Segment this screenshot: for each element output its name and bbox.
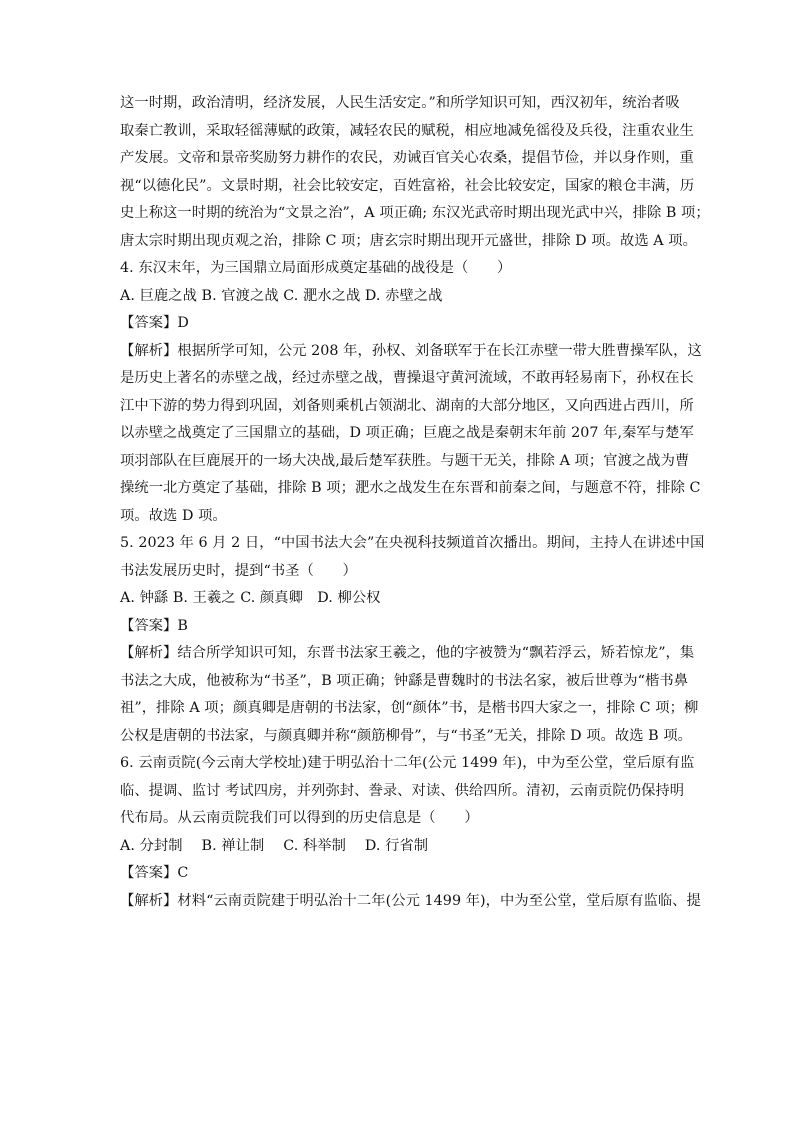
question-5-analysis: 【解析】结合所学知识可知，东晋书法家王羲之，他的字被赞为“飘若浮云，矫若惊龙”，集 <box>120 645 695 661</box>
question-6-analysis: 【解析】材料“云南贡院建于明弘治十二年(公元 1499 年)，中为至公堂，堂后原有监临、提 <box>120 892 701 909</box>
text-line: 唐太宗时期出现贞观之治，排除 C 项；唐玄宗时期出现开元盛世，排除 D 项。故选 A 项。 <box>120 232 697 249</box>
text-line: 是历史上著名的赤壁之战，经过赤壁之战，曹操退守黄河流域，不敢再轻易南下，孙权在长 <box>120 370 694 386</box>
text-line: 项羽部队在巨鹿展开的一场大决战,最后楚军获胜。与题干无关，排除 A 项；官渡之战为曹 <box>120 452 690 469</box>
question-5-options: A. 钟繇 B. 王羲之 C. 颜真卿 D. 柳公权 <box>120 590 381 606</box>
question-6-options: A. 分封制 B. 禅让制 C. 科举制 D. 行省制 <box>120 837 429 854</box>
text-line: 书法发展历史时，提到“书圣（ ） <box>120 562 357 579</box>
question-4-options: A. 巨鹿之战 B. 官渡之战 C. 淝水之战 D. 赤壁之战 <box>120 287 443 304</box>
text-line: 取秦亡教训，采取轻徭薄赋的政策，减轻农民的赋税，相应地减免徭役及兵役，注重农业生 <box>120 122 694 139</box>
question-4-analysis: 【解析】根据所学可知，公元 208 年，孙权、刘备联军于在长江赤壁一带大胜曹操军队，这 <box>120 342 702 359</box>
text-line: 以赤壁之战奠定了三国鼎立的基础，D 项正确；巨鹿之战是秦朝末年前 207 年,秦军与楚军 <box>120 425 694 441</box>
text-line: 这一时期，政治清明，经济发展，人民生活安定。”和所学知识可知，西汉初年，统治者吸 <box>120 95 680 111</box>
question-6-stem: 6. 云南贡院(今云南大学校址)建于明弘治十二年(公元 1499 年)，中为至公堂，堂后原有监 <box>120 755 695 771</box>
text-line: 书法之大成，他被称为“书圣”，B 项正确；钟繇是曹魏时的书法名家，被后世尊为“楷书鼻 <box>120 672 689 689</box>
question-4-stem: 4. 东汉末年，为三国鼎立局面形成奠定基础的战役是（ ） <box>120 260 512 276</box>
text-line: 临、提调、监讨 考试四房，并列弥封、誊录、对读、供给四所。清初，云南贡院仍保持明 <box>120 782 685 799</box>
text-line: 公权是唐朝的书法家，与颜真卿并称“颜筋柳骨”，与“书圣”无关，排除 D 项。故选 B 项。 <box>120 727 693 744</box>
text-line: 视“以德化民”。文景时期，社会比较安定，百姓富裕，社会比较安定，国家的粮仓丰满，历 <box>120 177 695 194</box>
text-line: 项。故选 D 项。 <box>120 507 227 524</box>
text-line: 操统一北方奠定了基础，排除 B 项；淝水之战发生在东晋和前秦之间，与题意不符，排除 C <box>120 480 701 496</box>
question-6-answer: 【答案】C <box>120 865 189 881</box>
question-5-answer: 【答案】B <box>120 617 188 634</box>
text-line: 代布局。从云南贡院我们可以得到的历史信息是（ ） <box>120 810 479 826</box>
question-4-answer: 【答案】D <box>120 315 189 331</box>
text-line: 祖”，排除 A 项；颜真卿是唐朝的书法家，创“颜体”书，是楷书四大家之一，排除 C 项；柳 <box>120 700 699 716</box>
text-line: 产发展。文帝和景帝奖励努力耕作的农民，劝诫百官关心农桑，提倡节俭，并以身作则，重 <box>120 150 694 166</box>
question-5-stem: 5. 2023 年 6 月 2 日，“中国书法大会”在央视科技频道首次播出。期间，主持人在讲述中国 <box>120 535 705 551</box>
text-line: 史上称这一时期的统治为“文景之治”，A 项正确; 东汉光武帝时期出现光武中兴，排除 B 项； <box>120 205 710 221</box>
text-line: 江中下游的势力得到巩固，刘备则乘机占领湖北、湖南的大部分地区，又向西进占西川，所 <box>120 397 694 414</box>
document-body <box>120 90 710 915</box>
